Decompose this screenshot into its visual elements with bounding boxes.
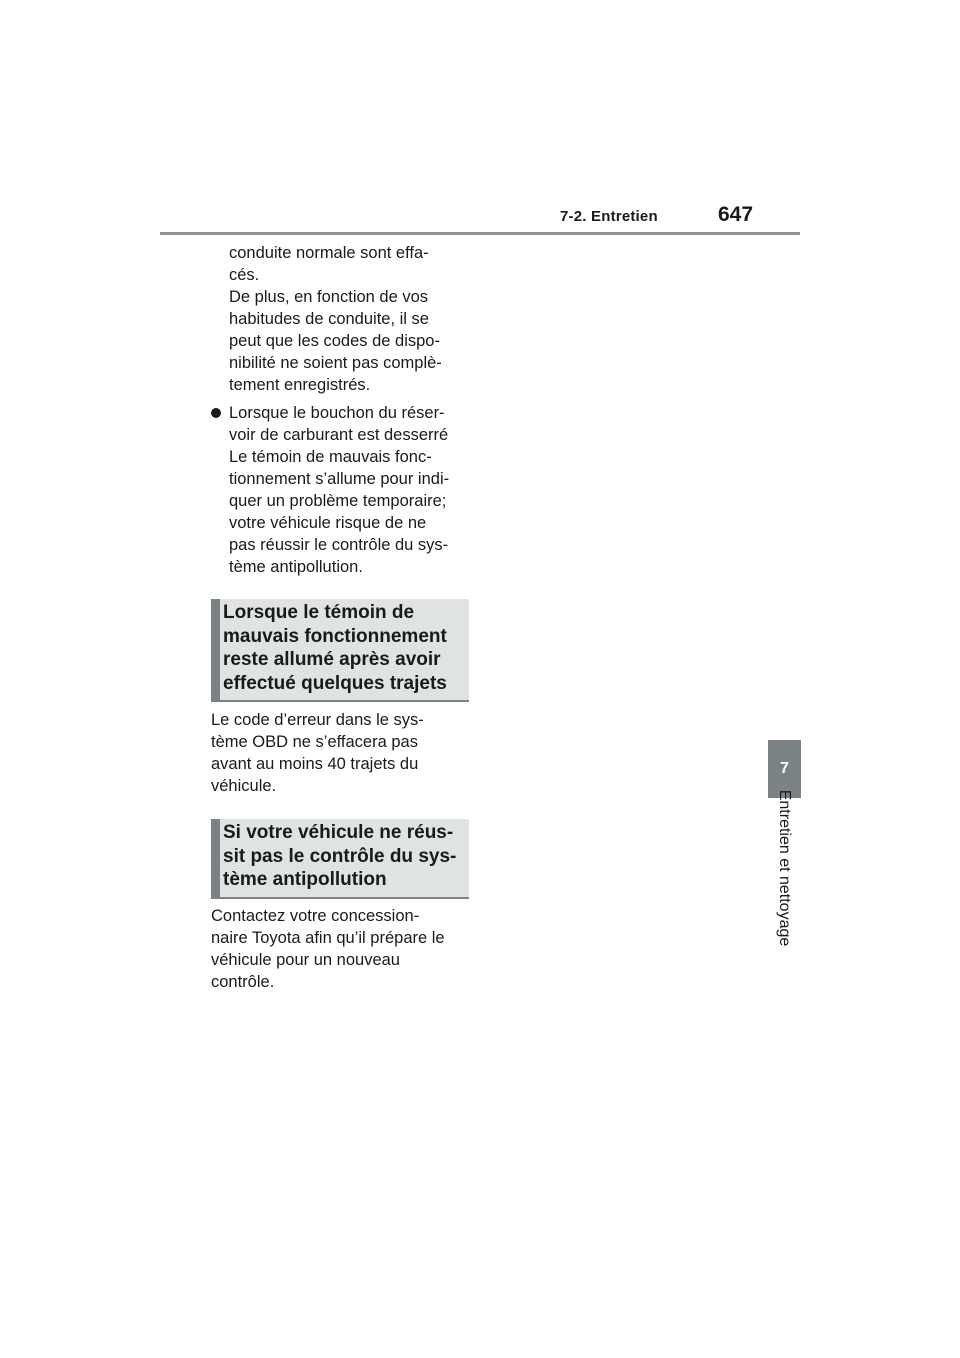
text-line: contrôle. [211,973,275,991]
text-line: quer un problème temporaire; [229,492,447,510]
section-heading [211,819,469,897]
heading-line: mauvais fonctionnement [223,625,447,647]
text-line: tement enregistrés. [229,376,371,394]
heading-line: tème antipollution [223,869,387,890]
heading-rule [211,700,469,702]
text-line: pas réussir le contrôle du sys- [229,536,449,554]
text-line: cés. [229,266,260,284]
bullet-item [211,402,489,578]
text-line: conduite normale sont effa- [229,244,429,262]
text-line: avant au moins 40 trajets du [211,755,419,773]
chapter-label: Entretien et nettoyage [776,789,793,947]
heading-line: Si votre véhicule ne réus- [223,822,454,843]
text-line: De plus, en fonction de vos [229,288,429,306]
text-line: véhicule. [211,777,277,795]
heading-rule [211,897,469,899]
text-line: Le témoin de mauvais fonc- [229,448,432,466]
text-line: habitudes de conduite, il se [229,310,429,328]
section-body [211,709,471,797]
text-line: nibilité ne soient pas complè- [229,354,442,372]
heading-line: sit pas le contrôle du sys- [223,845,457,867]
header-section-title: 7-2. Entretien [560,208,658,225]
text-line: votre véhicule risque de ne [229,514,427,532]
text-line: véhicule pour un nouveau [211,951,400,969]
text-line: tionnement s’allume pour indi- [229,470,450,488]
text-line: peut que les codes de dispo- [229,332,440,350]
heading-line: effectué quelques trajets [223,672,447,694]
text-line: naire Toyota afin qu’il prépare le [211,929,445,947]
header-rule [160,232,800,235]
section-body [211,905,471,993]
text-line: tème antipollution. [229,558,363,576]
continued-paragraph [211,242,471,396]
heading-line: Lorsque le témoin de [223,602,415,623]
text-line: Le code d’erreur dans le sys- [211,711,424,729]
text-line: Contactez votre concession- [211,907,420,925]
heading-line: reste allumé après avoir [223,649,441,670]
page-number: 647 [718,203,754,226]
section-heading [211,599,469,700]
text-line: Lorsque le bouchon du réser- [229,404,445,422]
bullet-icon [211,408,221,418]
text-line: tème OBD ne s’effacera pas [211,733,418,751]
chapter-number: 7 [780,760,789,777]
text-line: voir de carburant est desserré [229,426,449,444]
